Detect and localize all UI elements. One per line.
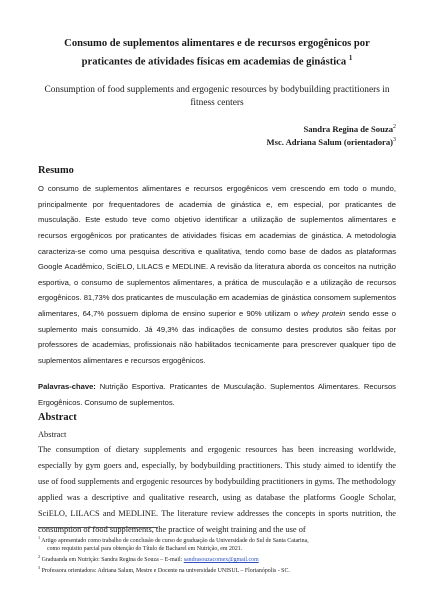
abstract-heading: Abstract	[38, 411, 77, 423]
footnotes	[38, 527, 396, 575]
title-footnote-marker[interactable]: 1	[348, 54, 353, 62]
footnote-3-number: 3	[38, 565, 41, 571]
footnote-2	[38, 553, 396, 564]
english-title: Consumption of food supplements and ergogenic resources by bodybuilding practitioners in fitness centers	[44, 84, 390, 108]
author-1-footnote-marker[interactable]: 2	[393, 123, 396, 130]
footnote-1-continued	[38, 545, 396, 553]
article-title	[42, 37, 392, 70]
footnote-2-text: Graduanda em Nutrição: Sandra Regina de Souza – E-mail:	[41, 557, 184, 564]
author-1-name: Sandra Regina de Souza	[303, 123, 393, 134]
resumo-heading: Resumo	[38, 165, 74, 177]
article-title-line-1: Consumo de suplementos alimentares e de recursos ergogênicos por	[64, 38, 370, 49]
footnote-1	[38, 534, 396, 545]
footnote-1-line-2: como requisito parcial para obtenção do Título de Bacharel em Nutrição, em 2021.	[47, 546, 243, 553]
footnote-3	[38, 564, 396, 575]
footnote-1-line-1: Artigo apresentado como trabalho de conclusão de curso de graduação da Universidade do Sul de Santa Catarina,	[41, 537, 309, 544]
footnote-3-text: Professora orientadora: Adriana Salum, Mestre e Docente na universidade UNISUL – Florianópolis - SC.	[41, 568, 290, 575]
keywords	[38, 379, 396, 410]
abstract-body: The consumption of dietary supplements and ergogenic resources has been increasing worldwide, especially by gym goers and, especially, by bodybuilding practitioners. This study aimed to identify the use of food supplements and ergogenic resources by bodybuilding practitioners in gyms. The methodology applied was a descriptive and qualitative research, using as database the platforms Google Scholar, SciELO, LILACS and MEDLINE. The literature review addresses the concepts in sports nutrition, the consumption of food supplements, the practice of weight training and the use of	[38, 444, 396, 534]
author-block	[38, 122, 396, 149]
footnote-divider	[38, 527, 158, 528]
author-2-footnote-marker[interactable]: 3	[393, 136, 396, 143]
footnote-2-number: 2	[38, 554, 41, 560]
keywords-text: Nutrição Esportiva. Praticantes de Musculação. Suplementos Alimentares. Recursos Ergogênicos. Consumo de suplementos.	[38, 382, 396, 407]
resumo-body: O consumo de suplementos alimentares e recursos ergogênicos vem crescendo em todo o mundo, principalmente por frequentadores de academia de ginástica e, em especial, por praticantes de musculação. Este estudo teve como objetivo identificar a utilização de suplementos alimentares e recursos ergogênicos por praticantes de atividades físicas em academias de ginástica. A metodologia caracteriza-se como uma pesquisa descritiva e qualitativa, tendo como base de dados as plataformas Google Acadêmico, SciELO, LILACS e MEDLINE. A revisão da literatura aborda os conceitos na nutrição esportiva, o consumo de suplementos alimentares, a prática de musculação e a utilização de recursos ergogênicos. 81,73% dos praticantes de musculação em academias de ginástica consomem suplementos alimentares, 64,7% possuem diploma de ensino superior e 90% utilizam o whey protein sendo esse o suplemento mais consumido. Já 49,3% das indicações de consumo destes produtos são feitas por professores de academias, profissionais não habilitados tecnicamente para prescrever qualquer tipo de suplementos alimentares e recursos ergogênicos.	[38, 184, 396, 365]
author-2-name: Msc. Adriana Salum (orientadora)	[266, 136, 393, 147]
author-1	[38, 122, 396, 135]
keywords-label: Palavras-chave:	[38, 382, 96, 392]
article-title-line-2: praticantes de atividades físicas em academias de ginástica $^1$	[81, 54, 353, 68]
author-email-link[interactable]: sandrasouzacomex@gmail.com	[183, 557, 259, 564]
abstract-label: Abstract	[38, 429, 67, 439]
author-2	[38, 135, 396, 148]
footnote-1-number: 1	[38, 535, 41, 540]
whey-protein-term: whey protein	[301, 309, 346, 318]
